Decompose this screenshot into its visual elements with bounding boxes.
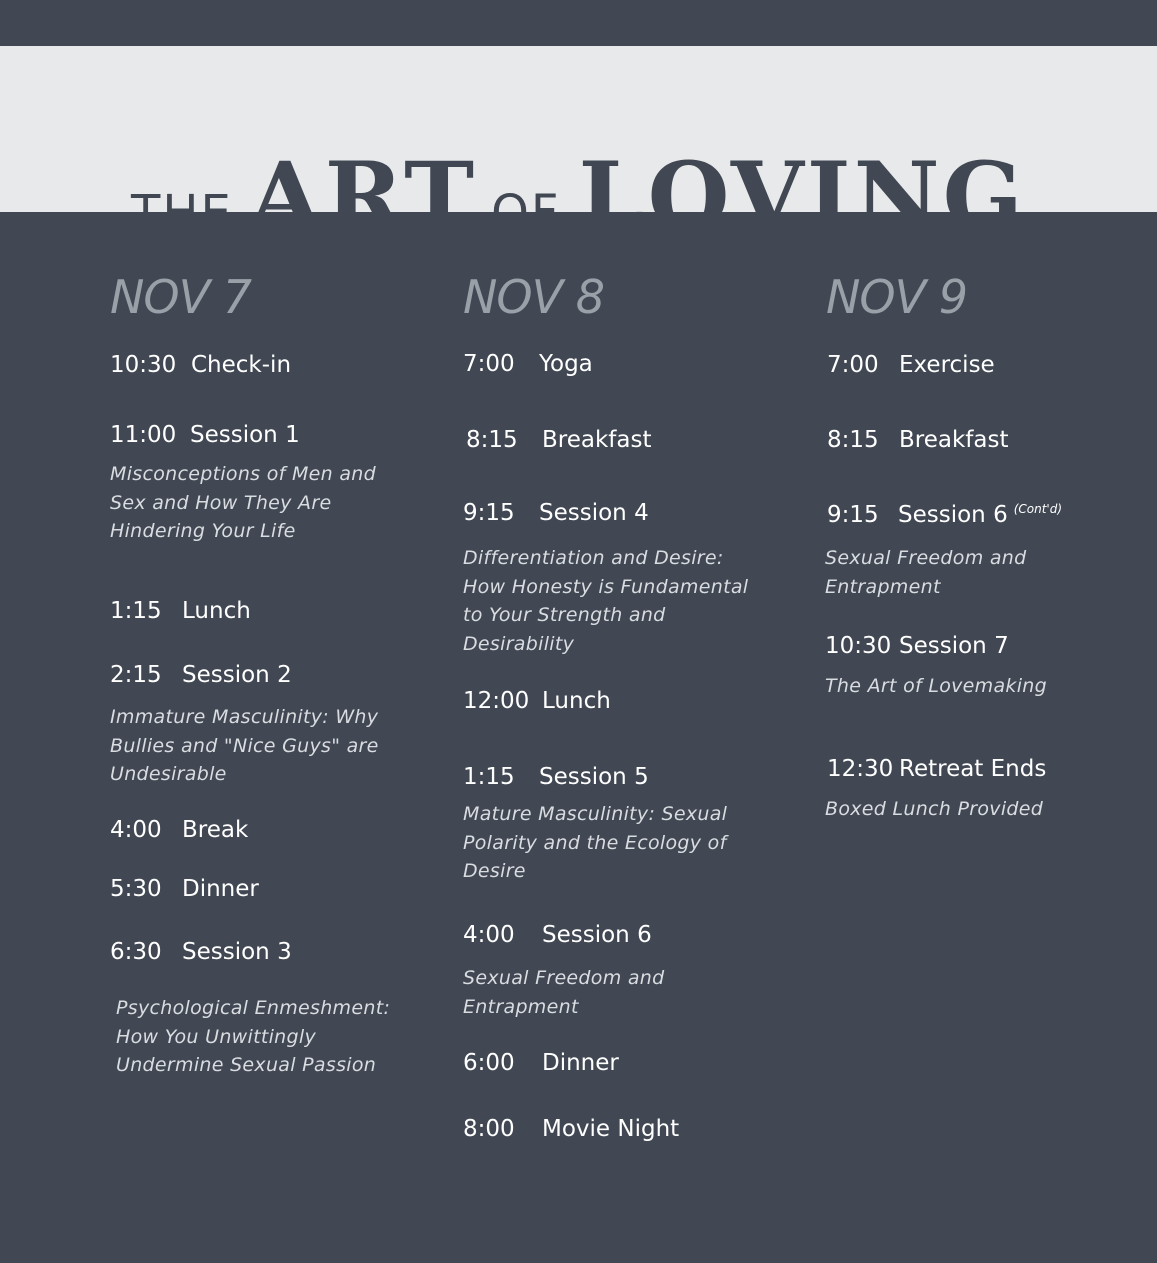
item-description: The Art of Lovemaking: [825, 675, 1048, 697]
item-activity: Session 7: [899, 633, 1009, 659]
item-activity: Dinner: [182, 876, 259, 902]
item-activity: Session 5: [539, 764, 649, 790]
item-time: 7:00: [827, 352, 879, 378]
item-activity: Retreat Ends: [899, 756, 1047, 782]
schedule-item: [110, 817, 249, 843]
item-activity: Check-in: [191, 352, 292, 378]
item-time: 10:30: [110, 352, 177, 378]
item-activity: Yoga: [539, 351, 593, 377]
schedule-item: [463, 688, 611, 714]
day-header-nov-7: NOV 7: [110, 270, 251, 324]
schedule-item: [463, 1116, 680, 1142]
schedule-item: [466, 427, 652, 453]
item-description: Boxed Lunch Provided: [825, 798, 1044, 820]
schedule-item: [110, 662, 292, 688]
schedule-item: [110, 598, 251, 624]
schedule-item: [827, 502, 1063, 528]
item-description: Sexual Freedom and Entrapment: [463, 967, 665, 1018]
item-time: 12:30: [827, 756, 894, 782]
item-activity: Breakfast: [542, 427, 652, 453]
item-description: Differentiation and Desire: How Honesty is Fundamental to Your Strength and Desirability: [463, 547, 749, 655]
schedule-item: [110, 939, 292, 965]
title-art: ART: [248, 142, 478, 252]
item-activity: Breakfast: [899, 427, 1009, 453]
item-time: 6:30: [110, 939, 162, 965]
item-time: 11:00: [110, 422, 177, 448]
item-time: 9:15: [827, 502, 879, 528]
schedule-item: [827, 427, 1009, 453]
schedule-item: [827, 352, 995, 378]
item-time: 7:00: [463, 351, 515, 377]
item-description: Misconceptions of Men and Sex and How They Are Hindering Your Life: [110, 463, 376, 542]
schedule-item: [827, 756, 1047, 782]
item-activity: Session 2: [182, 662, 292, 688]
schedule-item: [463, 500, 649, 526]
item-time: 4:00: [110, 817, 162, 843]
item-time: 8:00: [463, 1116, 515, 1142]
item-activity: Exercise: [899, 352, 995, 378]
title-of: OF: [491, 185, 561, 241]
schedule-item: [463, 922, 652, 948]
day-header-nov-8: NOV 8: [463, 270, 604, 324]
item-time: 12:00: [463, 688, 530, 714]
item-time: 2:15: [110, 662, 162, 688]
item-activity: Lunch: [542, 688, 611, 714]
schedule-item: [463, 764, 649, 790]
schedule-item: [463, 1050, 619, 1076]
item-activity: Session 1: [190, 422, 300, 448]
item-activity: Session 4: [539, 500, 649, 526]
title-loving: LOVING: [578, 142, 1026, 252]
schedule-item: [110, 422, 300, 448]
item-activity: Lunch: [182, 598, 251, 624]
item-activity: Break: [182, 817, 249, 843]
item-description: Mature Masculinity: Sexual Polarity and the Ecology of Desire: [463, 803, 728, 882]
item-time: 6:00: [463, 1050, 515, 1076]
item-time: 1:15: [463, 764, 515, 790]
day-header-nov-9: NOV 9: [826, 270, 967, 324]
item-time: 9:15: [463, 500, 515, 526]
title-the: THE: [131, 185, 233, 241]
schedule-item: [110, 876, 259, 902]
item-description: Immature Masculinity: Why Bullies and "Nice Guys" are Undesirable: [110, 706, 379, 785]
item-time: 8:15: [466, 427, 518, 453]
item-activity: Session 6: [542, 922, 652, 948]
page-title: [0, 46, 1157, 252]
item-activity: Movie Night: [542, 1116, 680, 1142]
item-activity-label: Session 6: [898, 502, 1008, 528]
schedule-item: [110, 352, 292, 378]
item-description: Sexual Freedom and Entrapment: [825, 547, 1027, 598]
item-description: Psychological Enmeshment: How You Unwittingly Undermine Sexual Passion: [116, 997, 391, 1076]
schedule-item: [463, 351, 593, 377]
item-activity: [898, 502, 1062, 528]
item-time: 10:30: [825, 633, 892, 659]
item-time: 4:00: [463, 922, 515, 948]
item-time: 8:15: [827, 427, 879, 453]
item-time: 1:15: [110, 598, 162, 624]
item-time: 5:30: [110, 876, 162, 902]
item-activity: Session 3: [182, 939, 292, 965]
item-activity: Dinner: [542, 1050, 619, 1076]
contd-note: (Cont'd): [1013, 502, 1063, 517]
schedule-item: [825, 633, 1009, 659]
